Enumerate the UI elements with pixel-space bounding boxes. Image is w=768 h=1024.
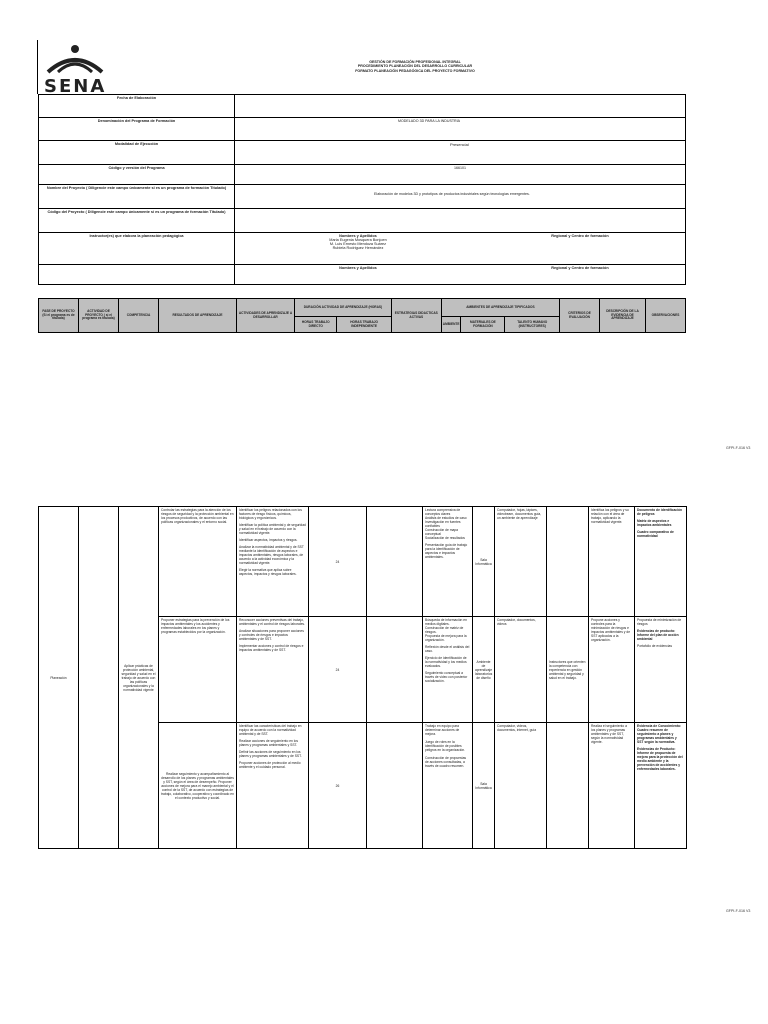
horas-2: 24 [309, 617, 367, 723]
instructores-value [235, 233, 686, 265]
programa-label: Denominación del Programa de Formación [39, 118, 235, 141]
col-resultados: RESULTADOS DE APRENDIZAJE [159, 299, 237, 333]
estrategias-1: Lectura comprensiva de conceptos claves Análisis de estudios de caso Investigación en fuentes confiables Construcción de mapa conceptual Socialización de resultados Presentación guía de trabajo para la identificación de aspectos e impactos ambientales. [423, 507, 473, 617]
fecha-label: Fecha de Elaboración [39, 95, 235, 118]
evidencia-2: Propuesta de minimización de riesgos Evidencias de producto: Informe del plan de acción ambiental Portafolio de evidencias [635, 617, 687, 723]
competencia-cell: Aplicar prácticas de protección ambiental, seguridad y salud en el trabajo de acuerdo con las políticas organizacionales y la normatividad vigente [119, 507, 159, 849]
instructores-label: Instructor(es) que elabora la planeación pedagógica [39, 233, 235, 265]
sena-logo-icon [44, 44, 106, 74]
col-criterios: CRITERIOS DE EVALUACIÓN [560, 299, 600, 333]
info-table [38, 94, 686, 285]
header-line-3: FORMATO PLANEACIÓN PEDAGÓGICA DEL PROYECTO FORMATIVO [355, 68, 475, 73]
resultado-2: Proponer estrategias para la prevención de los impactos ambientales y los accidentes y enfermedades laborales en los planes y programas establecidos por la organización. [159, 617, 237, 723]
estrategias-3: Trabajo en equipo para determinar acciones de mejora. Juego de roles en la identificación de posibles peligros en la organización. Construcción de propuestas de acciones consultadas, a través de cuadro resumen. [423, 723, 473, 849]
materiales-2: Computador, documentos, videos [495, 617, 547, 723]
criterios-2: Propone acciones y controles para la minimización de riesgos e impactos ambientales y de SST aplicados a la organización. [589, 617, 635, 723]
page-code-2: GFPI-F-016 V3 [726, 909, 751, 913]
col-ambiente: AMBIENTE [441, 317, 461, 333]
instructor-2: M. Luis Ernesto Mendoza Suárez [329, 242, 387, 246]
col-duracion: DURACIÓN ACTIVIDAD DE APRENDIZAJE (HORAS) [295, 299, 392, 317]
actividades-2: Reconocer acciones preventivas del trabajo, ambientales y el control de riesgos laborales. Analizar situaciones para proponer acciones y controles de riesgos e impactos ambientales y de SST. Implementar acciones y control de riesgos e impactos ambientales y de SST. [237, 617, 309, 723]
talento-1 [547, 507, 589, 617]
talento-3 [547, 723, 589, 849]
resultado-1: Controlar las estrategias para la atención de los riesgos de seguridad y la protección ambiental en los procesos productivos, de acuerdo con las políticas organizacionales y el entorno social. [159, 507, 237, 617]
resultado-3: Realizar seguimiento y acompañamiento al desarrollo de los planes y programas ambientales y SST, según el área de desempeño. Proponer acciones de mejora para el manejo ambiental y el control de la SST, de acuerdo con estrategias de trabajo, colaborativo, cooperativo y coordinado en el contexto productivo y social. [159, 723, 237, 849]
columns-header-table [38, 298, 686, 333]
col-fase: FASE DE PROYECTO (Si el programa es de titulada) [39, 299, 79, 333]
programa-value: MODELADO 3D PARA LA INDUSTRIA [235, 118, 686, 141]
evidencia-3: Evidencia de Conocimiento: Cuadro resumen de seguimiento a planes y programas ambientales y SST según la normativa. Evidencias de Producto: Informe de propuesta de mejora para la protección del medio ambiente y la prevención de accidentes y enfermedades laborales. [635, 723, 687, 849]
col-materiales: MATERIALES DE FORMACIÓN [461, 317, 505, 333]
empty-label [39, 265, 235, 285]
nombres-label: Nombres y Apellidos [339, 234, 377, 238]
col-actividades-aprendizaje: ACTIVIDADES DE APRENDIZAJE A DESARROLLAR [237, 299, 295, 333]
codigo-label: Código y versión del Programa [39, 165, 235, 185]
page-left-border [37, 40, 38, 94]
criterios-3: Realiza el seguimiento a los planes y programas ambientales y de SST, según la normatividad vigente. [589, 723, 635, 849]
header-line-2: PROCEDIMIENTO PLANEACIÓN DEL DESARROLLO CURRICULAR [357, 64, 473, 69]
planning-body-table [38, 506, 687, 849]
regional-label: Regional y Centro de formación [551, 234, 609, 238]
nombres-label-2: Nombres y Apellidos [339, 266, 377, 270]
codigo-value: 166101 [235, 165, 686, 185]
actividades-3: Identificar las características del trabajo en equipo de acuerdo con la normatividad ambiental y de SST. Realizar acciones de seguimiento en los planes y programas ambientales y SST. Definir las acciones de seguimiento en los planes y programas ambientales y de SST. Proponer acciones de protección al medio ambiente y el cuidado personal. [237, 723, 309, 849]
col-horas-independiente: HORAS TRABAJO INDEPENDIENTE [337, 317, 391, 333]
horas-indep-1 [367, 507, 423, 617]
horas-1: 24 [309, 507, 367, 617]
document-header [230, 60, 600, 73]
col-estrategias: ESTRATEGIAS DIDACTICAS ACTIVAS [391, 299, 441, 333]
instructor-1: Maria Eugenia Mosquera Bonjoen [329, 238, 387, 242]
horas-indep-2 [367, 617, 423, 723]
estrategias-2: Búsqueda de información en medios digitales. Construcción de matriz de riesgos. Propuesta de mejora para la organización. Reflexión desde el análisis del caso. Ejercicio de identificación de la normatividad y los medios evaluados. Seguimiento conceptual a través de video con posterior socialización. [423, 617, 473, 723]
ambiente-1: Sala Informática [473, 507, 495, 617]
codigo-proyecto-value [235, 209, 686, 233]
nombres-row-2 [235, 265, 686, 285]
materiales-3: Computador, videos, documentos, internet, guía [495, 723, 547, 849]
fase-cell: Planeación [39, 507, 79, 849]
talento-2: Instructores que orienten la competencia con experiencia en gestión ambiental y seguridad y salud en el trabajo. [547, 617, 589, 723]
col-observaciones: OBSERVACIONES [646, 299, 686, 333]
modalidad-value: Presencial [235, 141, 686, 165]
col-horas-directo: HORAS TRABAJO DIRECTO [295, 317, 337, 333]
modalidad-label: Modalidad de Ejecución [39, 141, 235, 165]
criterios-1: Identifica los peligros y su relación con el área de trabajo, aplicando la normatividad vigente. [589, 507, 635, 617]
horas-indep-3 [367, 723, 423, 849]
instructor-3: Rubiela Rodriguez Hernández [332, 246, 384, 250]
col-evidencia: DESCRIPCIÓN DE LA EVIDENCIA DE APRENDIZAJE [600, 299, 646, 333]
col-ambientes: AMBIENTES DE APRENDIZAJE TIPIFICADOS [441, 299, 559, 317]
ambiente-2: Ambiente de aprendizaje laboratorios de diseño [473, 617, 495, 723]
ambiente-3: Sala Informática [473, 723, 495, 849]
codigo-proyecto-label: Código del Proyecto ( Diligencie este campo únicamente si es un programa de formación Titulado) [39, 209, 235, 233]
col-actividad-proyecto: ACTIVIDAD DE PROYECTO ( si el programa es titulada) [79, 299, 119, 333]
col-talento: TALENTO HUMANO (INSTRUCTORES) [505, 317, 560, 333]
evidencia-1: Documento de identificación de peligros Matriz de aspectos e impactos ambientales Cuadro comparativo de normatividad [635, 507, 687, 617]
col-competencia: COMPETENCIA [119, 299, 159, 333]
page-code-1: GFPI-F-016 V3 [726, 446, 751, 450]
actividad-proyecto-cell [79, 507, 119, 849]
header-line-1: GESTIÓN DE FORMACIÓN PROFESIONAL INTEGRAL [369, 60, 461, 64]
horas-3: 26 [309, 723, 367, 849]
proyecto-label: Nombre del Proyecto ( Diligencie este campo únicamente si es un programa de formación Titulado) [39, 185, 235, 209]
proyecto-value: Elaboración de modelos 3D y prototipos de productos industriales según tecnologías emergentes. [235, 185, 686, 209]
materiales-1: Computador, hojas, lápices, videobeam, documentos guía, un ambiente de aprendizaje [495, 507, 547, 617]
actividades-1: Identificar los peligros relacionados con los factores de riesgo físicos, químicos, biológicos y ergonómicos. Identificar la política ambiental y de seguridad y salud en el trabajo de acuerdo con la normatividad vigente. Identificar aspectos, impactos y riesgos. Analizar la normatividad ambiental y de SST mediante la identificación de aspectos e impactos ambientales, riesgos laborales, de acuerdo a la actividad económica y la normatividad vigente. Elegir la normativa que aplica sobre aspectos, impactos y riesgos laborales. [237, 507, 309, 617]
regional-label-2: Regional y Centro de formación [551, 266, 609, 270]
sena-logo-text: SENA [44, 76, 107, 97]
fecha-value [235, 95, 686, 118]
